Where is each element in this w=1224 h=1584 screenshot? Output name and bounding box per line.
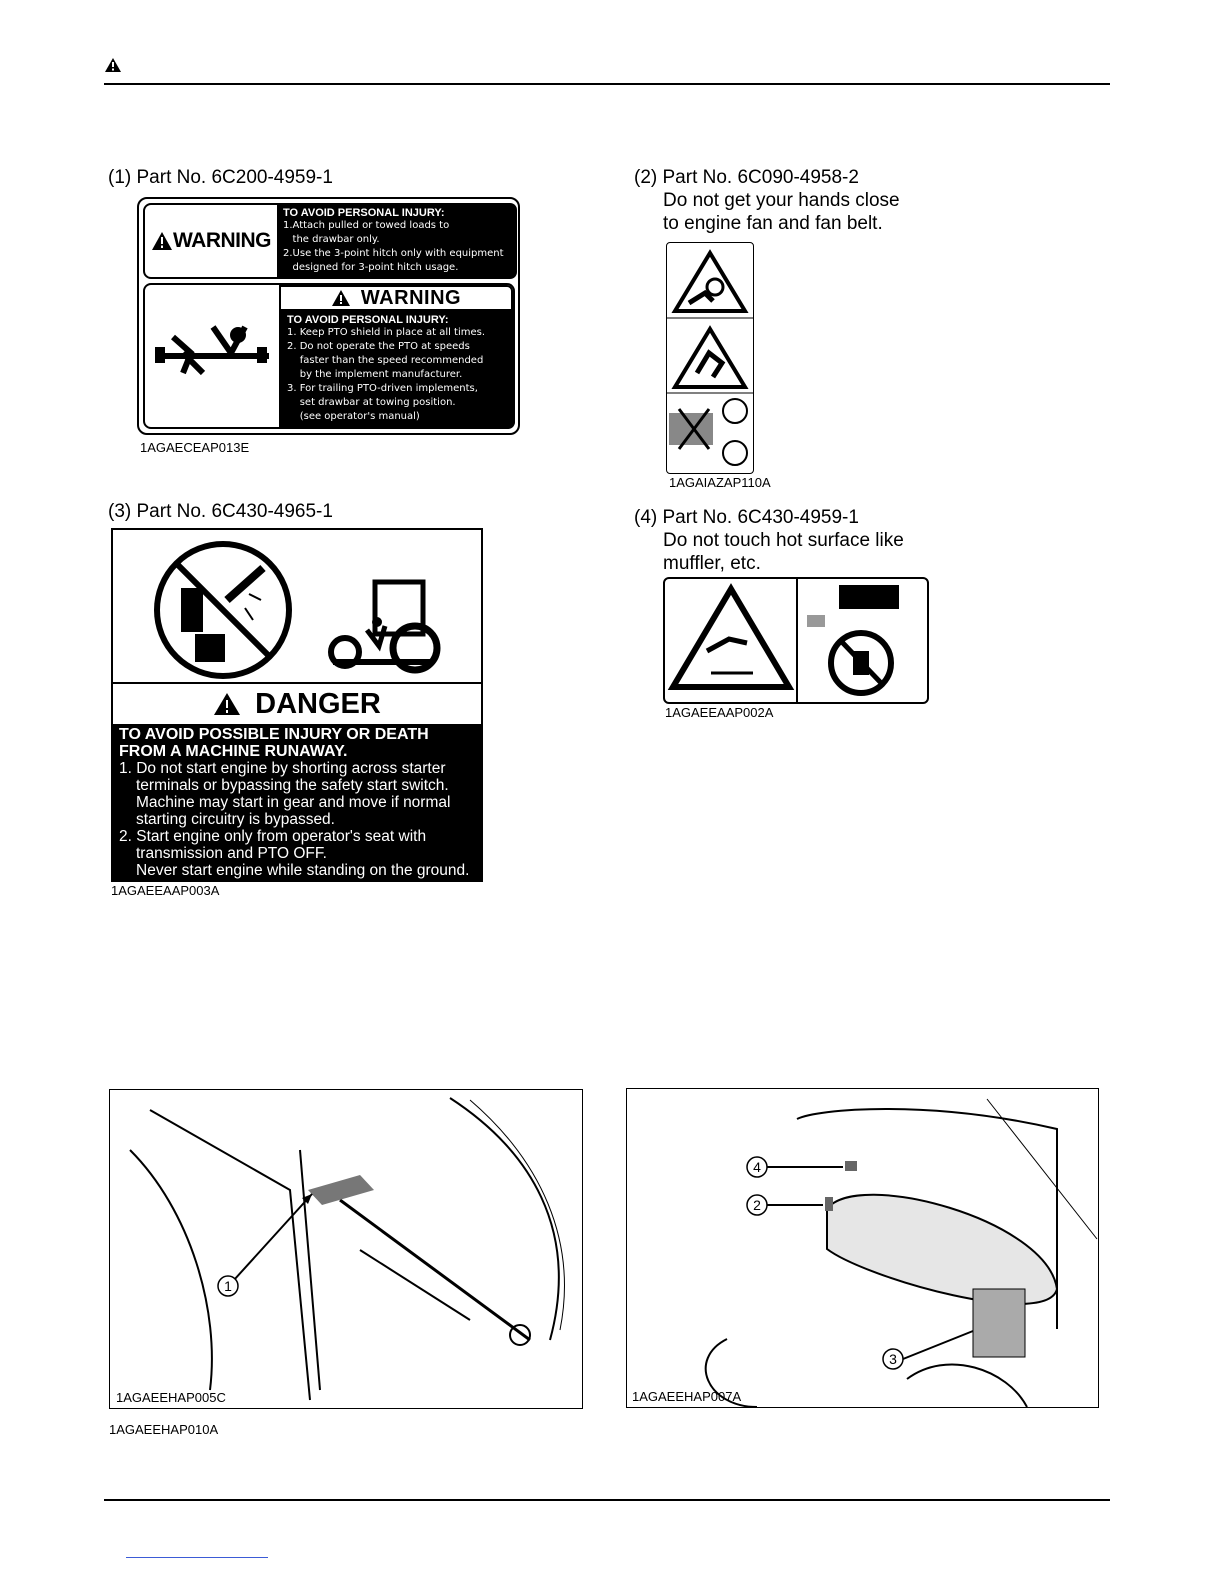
label-3-heading-line: FROM A MACHINE RUNAWAY.	[119, 743, 348, 760]
right-illustration-code: 1AGAEEHAP007A	[632, 1389, 742, 1404]
label-3-text-panel	[113, 724, 481, 880]
callout-3: 3	[889, 1351, 897, 1367]
header-rule	[104, 83, 1110, 85]
label-2-caption-line-2: Do not get your hands close	[663, 190, 900, 211]
callout-1: 1	[224, 1278, 232, 1294]
label-3-code: 1AGAEEAAP003A	[111, 883, 220, 898]
warning-triangle-icon	[213, 692, 241, 716]
fan-belt-hazard-icon	[667, 243, 753, 473]
label-2-caption-line-1: (2) Part No. 6C090-4958-2	[634, 167, 859, 188]
engine-side-illustration	[626, 1088, 1099, 1408]
label-4-code: 1AGAEEAAP002A	[665, 705, 774, 720]
label-4-sticker	[663, 577, 929, 704]
callout-4: 4	[753, 1159, 761, 1175]
label-4-caption-line-1: (4) Part No. 6C430-4959-1	[634, 507, 859, 528]
label-3-caption: (3) Part No. 6C430-4965-1	[108, 501, 333, 522]
label-1-code: 1AGAECEAP013E	[140, 440, 250, 455]
label-3-item: 2. Start engine only from operator's seat with	[119, 828, 427, 845]
label-1-bottom-panel	[143, 283, 515, 429]
callout-2: 2	[753, 1197, 761, 1213]
label-1-bottom-item: set drawbar at towing position.	[287, 397, 456, 408]
label-1-warning-word: WARNING	[145, 205, 277, 277]
label-1-top-item: the drawbar only.	[283, 234, 380, 245]
label-3-item: Machine may start in gear and move if normal	[136, 794, 451, 811]
footer-rule	[104, 1499, 1110, 1501]
label-1-bottom-text: TO AVOID PERSONAL INJURY: 1. Keep PTO shield in place at all times. 2. Do not operate the PTO at speeds faster than the speed recommended by the implement manufacturer. 3. For trailing PTO-driven implements, set drawbar at towing position. (see operator's manual)	[279, 311, 515, 429]
label-3-item: Never start engine while standing on the ground.	[136, 862, 470, 879]
label-1-top-text: TO AVOID PERSONAL INJURY: 1.Attach pulled or towed loads to the drawbar only. 2.Use the 3-point hitch only with equipment designed for 3-point hitch usage.	[277, 203, 517, 279]
label-1-bottom-item: 2. Do not operate the PTO at speeds	[287, 341, 470, 352]
illustration-set-code: 1AGAEEHAP010A	[109, 1422, 219, 1437]
label-1-caption: (1) Part No. 6C200-4959-1	[108, 167, 333, 188]
pto-entanglement-icon	[153, 323, 271, 383]
label-3-heading-line: TO AVOID POSSIBLE INJURY OR DEATH	[119, 726, 429, 743]
label-3-item: terminals or bypassing the safety start switch.	[136, 777, 449, 794]
label-1-bottom-item: (see operator's manual)	[287, 411, 420, 422]
rear-hitch-illustration	[109, 1089, 583, 1409]
no-bypass-start-icon	[153, 538, 453, 684]
warning-triangle-icon	[331, 289, 351, 307]
label-1-bottom-item: 3. For trailing PTO-driven implements,	[287, 383, 478, 394]
warning-triangle-icon	[151, 231, 173, 251]
label-1-top-item: 2.Use the 3-point hitch only with equipment	[283, 248, 504, 259]
label-4-caption-line-3: muffler, etc.	[663, 553, 761, 574]
label-3-sticker	[111, 528, 483, 882]
label-2-caption-line-3: to engine fan and fan belt.	[663, 213, 883, 234]
label-3-item: starting circuitry is bypassed.	[136, 811, 335, 828]
label-3-danger-header: DANGER	[113, 684, 481, 724]
label-1-bottom-warning: WARNING	[279, 285, 513, 311]
label-4-caption-line-2: Do not touch hot surface like	[663, 530, 904, 551]
label-1-top-item: 1.Attach pulled or towed loads to	[283, 220, 450, 231]
label-1-top-panel	[143, 203, 515, 279]
label-1-bottom-item: faster than the speed recommended	[287, 355, 484, 366]
label-1-sticker	[137, 197, 520, 435]
label-2-code: 1AGAIAZAP110A	[669, 475, 771, 490]
tractor-engine-drawing	[627, 1089, 1098, 1407]
label-1-bottom-item: 1. Keep PTO shield in place at all times.	[287, 327, 486, 338]
label-3-item: 1. Do not start engine by shorting across starter	[119, 760, 446, 777]
warning-triangle-icon	[104, 57, 122, 73]
left-illustration-code: 1AGAEEHAP005C	[116, 1390, 226, 1405]
hot-surface-icon	[665, 579, 927, 702]
label-3-item: transmission and PTO OFF.	[136, 845, 327, 862]
footer-link-underline[interactable]	[126, 1557, 268, 1558]
label-2-sticker	[666, 242, 754, 474]
tractor-rear-drawing	[110, 1090, 582, 1408]
label-1-top-item: designed for 3-point hitch usage.	[283, 262, 459, 273]
label-1-bottom-item: by the implement manufacturer.	[287, 369, 463, 380]
